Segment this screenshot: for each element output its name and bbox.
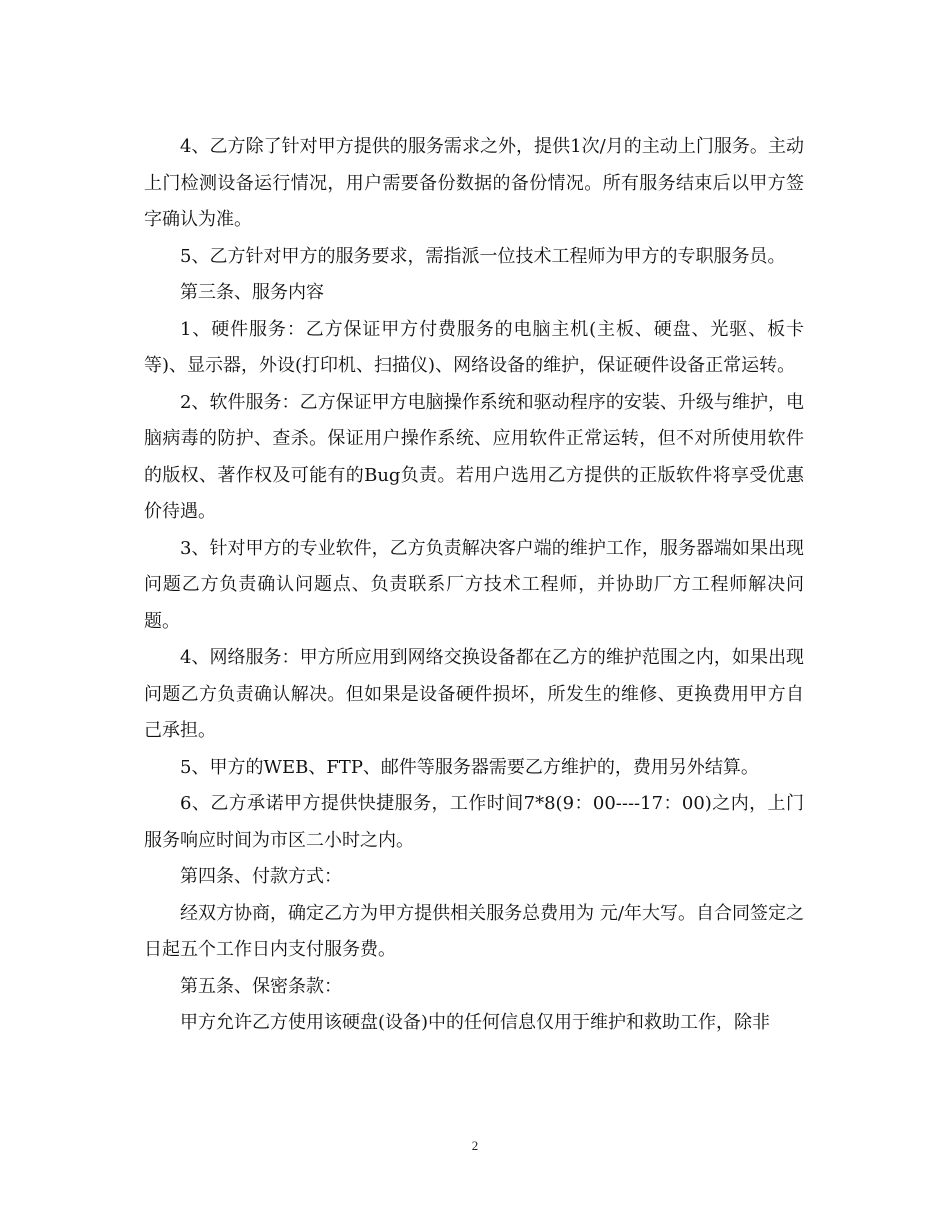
paragraph-software-service: 2、软件服务：乙方保证甲方电脑操作系统和驱动程序的安装、升级与维护，电脑病毒的防护、查杀。保证用户操作系统、应用软件正常运转，但不对所使用软件的版权、著作权及可能有的Bug负责。若用户选用乙方提供的正版软件将享受优惠价待遇。 <box>144 391 804 522</box>
paragraph-professional-software: 3、针对甲方的专业软件，乙方负责解决客户端的维护工作，服务器端如果出现问题乙方负责确认问题点、负责联系厂方技术工程师，并协助厂方工程师解决问题。 <box>144 537 804 632</box>
paragraph-network-service: 4、网络服务：甲方所应用到网络交换设备都在乙方的维护范围之内，如果出现问题乙方负责确认解决。但如果是设备硬件损坏，所发生的维修、更换费用甲方自己承担。 <box>144 647 804 741</box>
section-heading-confidentiality: 第五条、保密条款： <box>180 975 342 997</box>
paragraph-hardware-service: 1、硬件服务：乙方保证甲方付费服务的电脑主机(主板、硬盘、光驱、板卡等)、显示器，外设(打印机、扫描仪)、网络设备的维护，保证硬件设备正常运转。 <box>144 318 804 376</box>
paragraph-server-maintenance: 5、甲方的WEB、FTP、邮件等服务器需要乙方维护的，费用另外结算。 <box>180 756 759 778</box>
document-body <box>144 129 804 1042</box>
paragraph-service-visit: 4、乙方除了针对甲方提供的服务需求之外，提供1次/月的主动上门服务。主动上门检测设备运行情况，用户需要备份数据的备份情况。所有服务结束后以甲方签字确认为准。 <box>144 136 804 230</box>
paragraph-response-time: 6、乙方承诺甲方提供快捷服务，工作时间7*8(9：00----17：00)之内，上门服务响应时间为市区二小时之内。 <box>144 793 804 851</box>
paragraph-confidentiality: 甲方允许乙方使用该硬盘(设备)中的任何信息仅用于维护和救助工作，除非 <box>180 1012 771 1033</box>
paragraph-dedicated-engineer: 5、乙方针对甲方的服务要求，需指派一位技术工程师为甲方的专职服务员。 <box>180 245 786 267</box>
section-heading-payment: 第四条、付款方式： <box>180 866 342 887</box>
section-heading-service-content: 第三条、服务内容 <box>180 282 324 303</box>
paragraph-payment-terms: 经双方协商，确定乙方为甲方提供相关服务总费用为 元/年大写。自合同签定之日起五个工作日内支付服务费。 <box>144 902 804 960</box>
page-number: 2 <box>471 1138 479 1153</box>
